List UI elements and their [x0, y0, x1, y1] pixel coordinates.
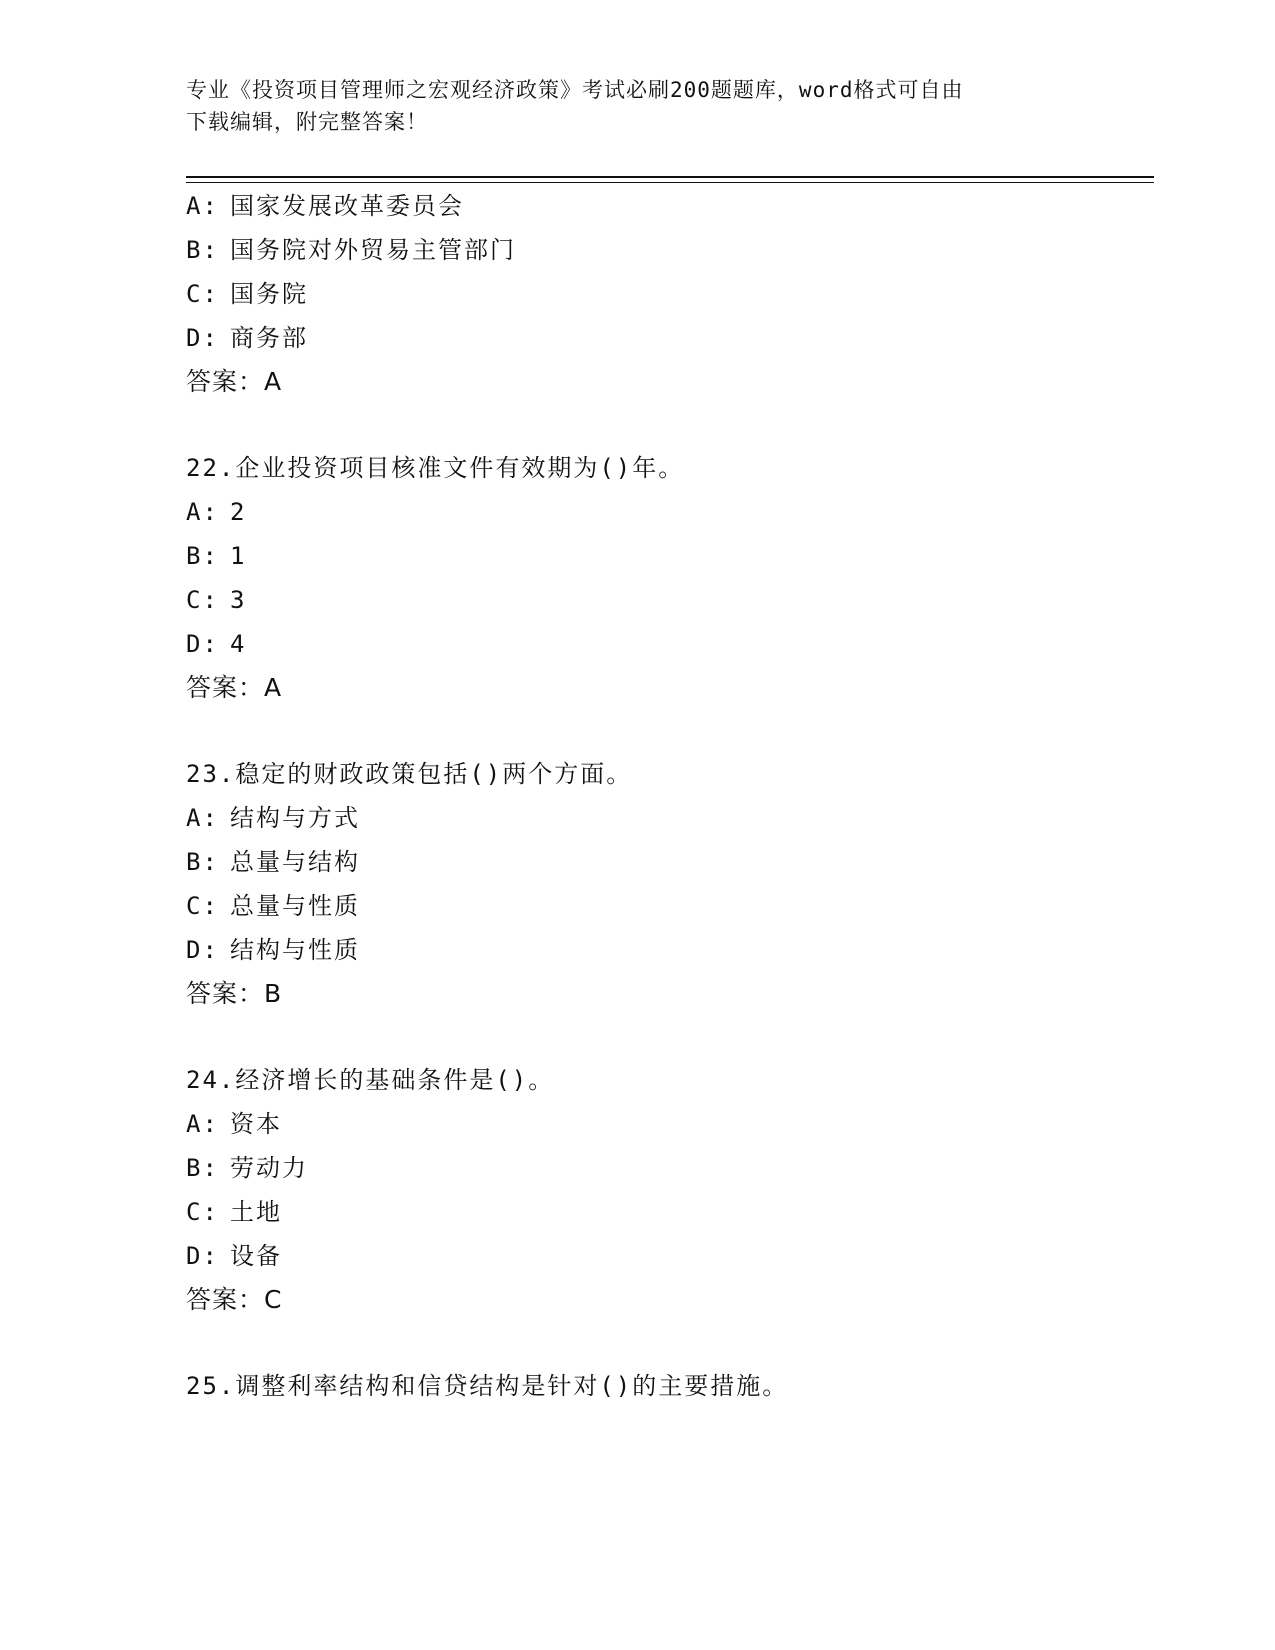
q22-option-d [186, 628, 246, 660]
q21-option-b [186, 234, 516, 266]
option-text: 总量与性质 [230, 892, 360, 920]
option-label: B: [186, 542, 219, 570]
option-label: D: [186, 1242, 219, 1270]
q22-option-b [186, 540, 246, 572]
header-divider-thin [186, 182, 1154, 183]
q22-option-a [186, 496, 246, 528]
q24-answer: 答案：C [186, 1285, 283, 1314]
option-text: 劳动力 [230, 1154, 308, 1182]
option-text: 国务院对外贸易主管部门 [230, 236, 516, 264]
option-label: A: [186, 1110, 219, 1138]
option-text: 2 [230, 498, 247, 526]
q24-option-d [186, 1240, 282, 1272]
q23-option-b [186, 846, 360, 878]
option-text: 结构与性质 [230, 936, 360, 964]
q24-stem: 24.经济增长的基础条件是()。 [186, 1066, 555, 1094]
option-label: C: [186, 280, 219, 308]
option-label: A: [186, 498, 219, 526]
option-text: 国家发展改革委员会 [230, 192, 464, 220]
q21-option-c [186, 278, 308, 310]
option-text: 商务部 [230, 324, 308, 352]
option-label: A: [186, 804, 219, 832]
q24-option-a [186, 1108, 282, 1140]
q23-option-c [186, 890, 360, 922]
q23-option-d [186, 934, 360, 966]
q22-option-c [186, 584, 246, 616]
option-label: C: [186, 892, 219, 920]
option-text: 1 [230, 542, 247, 570]
q23-answer: 答案：B [186, 979, 283, 1008]
option-label: A: [186, 192, 219, 220]
q22-answer: 答案：A [186, 673, 283, 702]
q23-option-a [186, 802, 360, 834]
q21-option-a [186, 190, 464, 222]
option-label: D: [186, 936, 219, 964]
header-line-2: 下载编辑，附完整答案！ [186, 110, 428, 134]
q24-option-b [186, 1152, 308, 1184]
option-label: C: [186, 586, 219, 614]
document-header [186, 74, 1076, 138]
option-text: 国务院 [230, 280, 308, 308]
q23-stem: 23.稳定的财政政策包括()两个方面。 [186, 760, 633, 788]
q21-option-d [186, 322, 308, 354]
option-label: D: [186, 324, 219, 352]
option-label: D: [186, 630, 219, 658]
q21-answer: 答案：A [186, 367, 283, 396]
option-text: 设备 [230, 1242, 282, 1270]
header-line-1: 专业《投资项目管理师之宏观经济政策》考试必刷200题题库，word格式可自由 [186, 78, 964, 102]
option-text: 土地 [230, 1198, 282, 1226]
q25-stem: 25.调整利率结构和信贷结构是针对()的主要措施。 [186, 1372, 789, 1400]
header-divider-thick [186, 176, 1154, 178]
option-text: 3 [230, 586, 247, 614]
option-label: C: [186, 1198, 219, 1226]
option-label: B: [186, 236, 219, 264]
option-text: 资本 [230, 1110, 282, 1138]
option-label: B: [186, 848, 219, 876]
q24-option-c [186, 1196, 282, 1228]
option-text: 总量与结构 [230, 848, 360, 876]
option-text: 结构与方式 [230, 804, 360, 832]
q22-stem: 22.企业投资项目核准文件有效期为()年。 [186, 454, 685, 482]
option-text: 4 [230, 630, 247, 658]
option-label: B: [186, 1154, 219, 1182]
